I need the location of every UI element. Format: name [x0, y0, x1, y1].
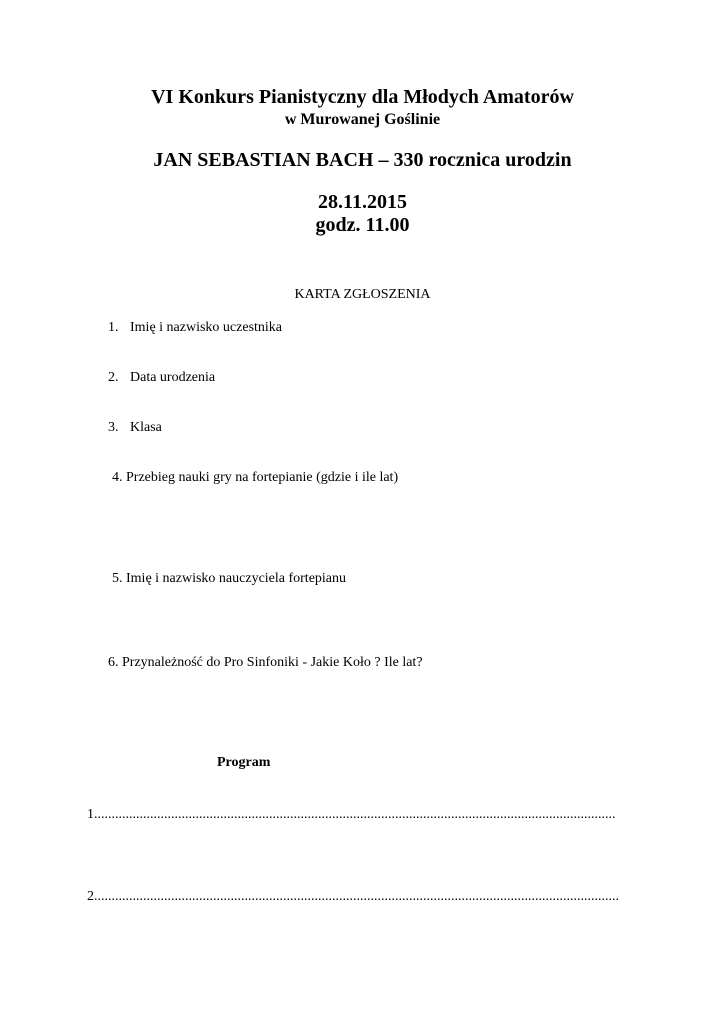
- form-item-teacher-name: [112, 571, 346, 587]
- form-item-piano-education: [112, 470, 398, 486]
- form-item-number: 2.: [108, 370, 119, 385]
- program-line: 1.....................................................................................................................................................: [87, 807, 616, 822]
- composer-anniversary: JAN SEBASTIAN BACH – 330 rocznica urodzin: [153, 149, 572, 171]
- form-item-label: Imię i nazwisko nauczyciela fortepianu: [126, 571, 347, 586]
- form-item-number: 4.: [112, 470, 123, 485]
- form-item-birth-date: Data urodzenia: [130, 370, 216, 385]
- form-title: KARTA ZGŁOSZENIA: [294, 287, 431, 302]
- program-line: 2......................................................................................................................................................: [87, 889, 619, 904]
- form-item-number: 3.: [108, 420, 119, 435]
- form-item-class: Klasa: [130, 420, 162, 435]
- program-heading: Program: [217, 755, 271, 770]
- form-item-number: 6.: [108, 655, 119, 670]
- form-item-label: Przebieg nauki gry na fortepianie (gdzie i ile lat): [126, 470, 399, 485]
- form-item-pro-sinfonika: [108, 655, 423, 671]
- form-item-number: 1.: [108, 320, 119, 335]
- contest-title: VI Konkurs Pianistyczny dla Młodych Amatorów: [151, 86, 574, 108]
- contest-location: w Murowanej Goślinie: [284, 111, 441, 128]
- form-item-number: 5.: [112, 571, 123, 586]
- form-item-participant-name: Imię i nazwisko uczestnika: [130, 320, 283, 335]
- contest-time: godz. 11.00: [315, 214, 410, 236]
- contest-date: 28.11.2015: [318, 191, 407, 213]
- form-item-label: Przynależność do Pro Sinfoniki - Jakie Koło ? Ile lat?: [122, 655, 423, 670]
